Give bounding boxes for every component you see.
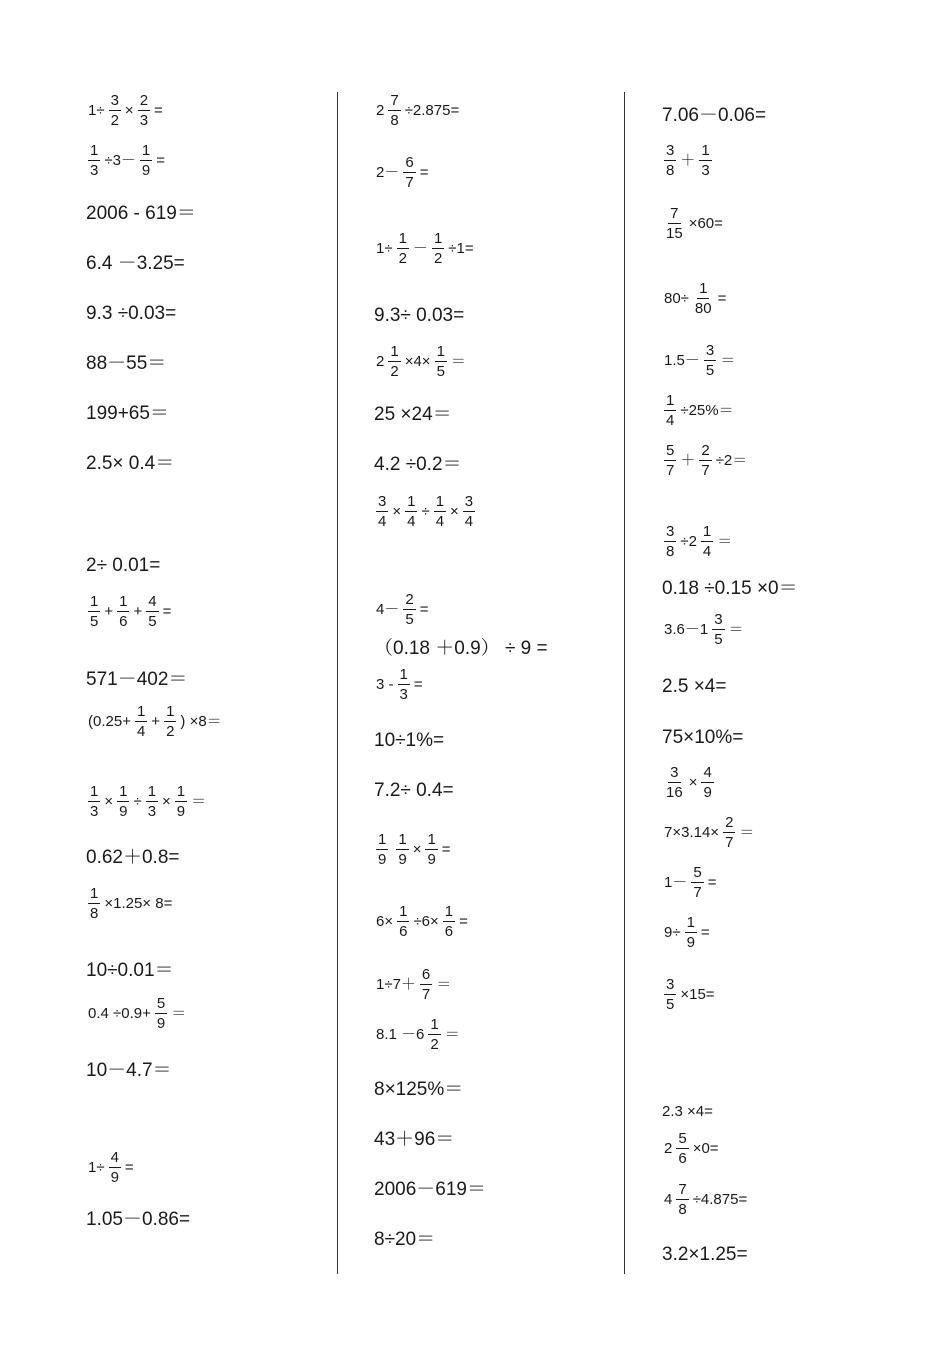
fraction-numerator: 5 <box>693 864 702 881</box>
operator-text: ×1.25× 8= <box>104 895 173 912</box>
fraction-denominator: 3 <box>399 686 408 703</box>
fraction <box>88 784 100 819</box>
fraction-denominator: 5 <box>666 996 675 1013</box>
fraction <box>463 494 475 529</box>
math-problem: 9.3÷ 0.03= <box>374 305 465 326</box>
fraction-numerator: 1 <box>666 392 675 409</box>
operator-text: ) ×8＝ <box>180 713 222 730</box>
operator-text: = <box>707 874 717 891</box>
fraction-denominator: 4 <box>702 543 712 560</box>
operator-text: ＝ <box>450 353 466 370</box>
fraction-denominator: 8 <box>666 162 675 179</box>
fraction <box>146 594 158 629</box>
fraction-numerator: 1 <box>702 523 712 540</box>
math-problem <box>86 594 173 629</box>
math-problem: 9.3 ÷0.03= <box>86 303 177 324</box>
math-problem <box>86 886 174 921</box>
fraction-denominator: 7 <box>701 462 710 479</box>
fraction-numerator: 3 <box>666 142 675 159</box>
fraction-numerator: 3 <box>666 523 675 540</box>
fraction-numerator: 1 <box>686 914 695 931</box>
operator-text: ＝ <box>720 352 736 369</box>
operator-text: × <box>412 841 422 858</box>
fraction <box>693 281 714 316</box>
fraction <box>723 815 735 850</box>
math-problem: 4.2 ÷0.2＝ <box>374 454 462 475</box>
fraction-numerator: 7 <box>678 1181 687 1198</box>
fraction-denominator: 2 <box>166 723 175 740</box>
fraction-numerator: 1 <box>147 783 157 800</box>
operator-text: ×15= <box>680 986 715 1003</box>
operator-text: = <box>459 913 468 930</box>
fraction-denominator: 5 <box>148 613 157 630</box>
fraction-numerator: 1 <box>444 903 454 920</box>
math-problem <box>662 524 734 559</box>
math-problem <box>662 977 717 1012</box>
fraction-denominator: 3 <box>90 162 99 179</box>
fraction <box>398 667 410 702</box>
fraction-denominator: 4 <box>435 513 445 530</box>
math-problem <box>662 815 756 850</box>
operator-text: = <box>154 102 163 119</box>
fraction-denominator: 9 <box>119 803 128 820</box>
operator-text: ÷25%＝ <box>680 402 734 419</box>
operator-text: 0.4 ÷0.9+ <box>88 1005 151 1022</box>
fraction <box>664 443 676 478</box>
operator-text: － <box>412 240 428 257</box>
math-problem: 10－4.7＝ <box>86 1060 172 1081</box>
fraction-denominator: 15 <box>666 225 683 242</box>
fraction-numerator: 1 <box>398 230 407 247</box>
fraction-numerator: 1 <box>141 142 151 159</box>
fraction <box>388 344 400 379</box>
math-problem <box>662 1182 749 1217</box>
math-problem: 7.2÷ 0.4= <box>374 780 454 801</box>
fraction <box>664 206 685 241</box>
math-problem <box>374 1017 462 1052</box>
operator-text: 2 <box>376 102 385 119</box>
fraction-denominator: 4 <box>464 513 474 530</box>
math-problem <box>662 343 737 378</box>
math-problem: 2.3 ×4= <box>662 1103 713 1120</box>
operator-text: + <box>133 603 143 620</box>
math-problem <box>374 592 430 627</box>
math-problem <box>374 155 430 190</box>
math-problem <box>662 612 746 647</box>
math-problem <box>662 443 749 478</box>
math-problem: 2÷ 0.01= <box>86 555 161 576</box>
operator-text: + <box>151 713 161 730</box>
math-problem: 6.4 －3.25= <box>86 253 185 274</box>
operator-text: × <box>392 503 402 520</box>
math-problem: 8÷20＝ <box>374 1229 436 1250</box>
math-problem: （0.18 ＋0.9） ÷ 9 = <box>374 638 548 659</box>
math-problem: 1.05－0.86= <box>86 1209 191 1230</box>
math-problem: 25 ×24＝ <box>374 404 452 425</box>
fraction <box>388 93 400 128</box>
fraction <box>434 494 446 529</box>
fraction-numerator: 1 <box>90 142 99 159</box>
fraction <box>435 344 447 379</box>
operator-text: 4 <box>664 1191 673 1208</box>
fraction-numerator: 1 <box>166 703 175 720</box>
fraction <box>397 231 409 266</box>
fraction-denominator: 2 <box>430 1036 439 1053</box>
fraction <box>685 915 697 950</box>
fraction <box>712 612 724 647</box>
operator-text: × <box>104 793 114 810</box>
fraction <box>701 524 713 559</box>
fraction-numerator: 3 <box>110 92 119 109</box>
fraction <box>397 904 409 939</box>
math-problem: 10÷1%= <box>374 730 445 751</box>
math-problem <box>662 865 718 900</box>
operator-text: × <box>450 503 459 520</box>
operator-text: = <box>717 290 727 307</box>
fraction <box>704 343 716 378</box>
operator-text: 4－ <box>376 601 400 618</box>
operator-text: = <box>700 924 710 941</box>
fraction-numerator: 1 <box>427 831 436 848</box>
operator-text: ＝ <box>436 976 452 993</box>
fraction <box>140 143 152 178</box>
fraction-numerator: 4 <box>703 764 712 781</box>
fraction-numerator: 2 <box>139 92 149 109</box>
operator-text: ÷2.875= <box>404 102 460 119</box>
operator-text: + <box>104 603 114 620</box>
operator-text: ÷6× <box>413 913 439 930</box>
fraction-denominator: 5 <box>714 631 723 648</box>
operator-text: 8.1 －6 <box>376 1026 425 1043</box>
fraction-numerator: 3 <box>705 342 715 359</box>
operator-text: = <box>124 1159 134 1176</box>
math-problem <box>374 832 453 867</box>
fraction-numerator: 1 <box>435 493 445 510</box>
math-problem: 0.18 ÷0.15 ×0＝ <box>662 578 798 599</box>
fraction <box>403 592 415 627</box>
fraction-denominator: 6 <box>399 923 408 940</box>
math-problem <box>86 93 165 128</box>
fraction <box>701 765 713 800</box>
fraction <box>405 494 417 529</box>
fraction-numerator: 6 <box>405 154 414 171</box>
math-problem <box>86 704 224 739</box>
fraction-denominator: 2 <box>433 250 443 267</box>
fraction-numerator: 2 <box>405 591 414 608</box>
math-problem <box>374 904 470 939</box>
math-problem: 43＋96＝ <box>374 1129 455 1150</box>
math-problem <box>86 143 167 178</box>
fraction-numerator: 1 <box>390 343 399 360</box>
fraction-denominator: 7 <box>405 174 414 191</box>
operator-text: 1÷ <box>376 240 393 257</box>
operator-text: = <box>441 841 451 858</box>
fraction-numerator: 1 <box>399 903 408 920</box>
math-problem: 0.62＋0.8= <box>86 847 180 868</box>
fraction <box>420 967 432 1002</box>
fraction-denominator: 8 <box>90 905 99 922</box>
fraction-denominator: 9 <box>703 784 712 801</box>
operator-text: ÷ <box>133 793 142 810</box>
fraction <box>691 865 703 900</box>
operator-text: = <box>162 603 172 620</box>
fraction-numerator: 1 <box>90 593 99 610</box>
math-problem <box>662 281 728 316</box>
fraction-numerator: 3 <box>464 493 474 510</box>
math-problem: 2006－619＝ <box>374 1179 486 1200</box>
fraction-denominator: 7 <box>725 834 734 851</box>
fraction-denominator: 7 <box>693 884 702 901</box>
operator-text: 2 <box>376 353 385 370</box>
operator-text: = <box>413 676 423 693</box>
fraction <box>425 832 437 867</box>
math-problem <box>662 143 714 178</box>
fraction-numerator: 1 <box>407 493 416 510</box>
operator-text: ＝ <box>717 533 733 550</box>
column-2 <box>374 0 634 1345</box>
operator-text: 2－ <box>376 164 400 181</box>
operator-text: 6× <box>376 913 394 930</box>
operator-text: × <box>688 774 698 791</box>
fraction <box>88 594 100 629</box>
fraction-numerator: 1 <box>90 885 99 902</box>
operator-text: = <box>156 152 166 169</box>
math-problem <box>374 93 461 128</box>
operator-text: ÷2 <box>680 533 697 550</box>
fraction <box>376 494 388 529</box>
fraction <box>155 996 167 1031</box>
fraction-numerator: 3 <box>670 764 679 781</box>
fraction-numerator: 5 <box>666 442 675 459</box>
fraction <box>664 524 676 559</box>
fraction <box>664 977 676 1012</box>
column-3 <box>662 0 922 1345</box>
fraction-denominator: 3 <box>147 803 157 820</box>
fraction-numerator: 1 <box>399 666 408 683</box>
fraction <box>396 832 408 867</box>
operator-text: ＝ <box>171 1005 187 1022</box>
fraction-denominator: 9 <box>378 851 387 868</box>
operator-text: ÷2＝ <box>715 452 748 469</box>
fraction <box>117 784 129 819</box>
math-problem: 2006 - 619＝ <box>86 203 196 224</box>
fraction-denominator: 9 <box>427 851 436 868</box>
fraction-denominator: 4 <box>666 412 675 429</box>
math-problem <box>374 494 477 529</box>
math-problem: 199+65＝ <box>86 403 169 424</box>
operator-text: ×60= <box>688 215 723 232</box>
fraction-denominator: 8 <box>390 112 399 129</box>
fraction <box>699 143 711 178</box>
fraction-numerator: 1 <box>136 703 146 720</box>
fraction-numerator: 1 <box>119 783 128 800</box>
fraction-denominator: 3 <box>701 162 710 179</box>
fraction-numerator: 7 <box>390 92 399 109</box>
fraction-denominator: 8 <box>678 1201 687 1218</box>
fraction-denominator: 9 <box>141 162 151 179</box>
math-problem: 8×125%＝ <box>374 1079 464 1100</box>
fraction-denominator: 4 <box>407 513 416 530</box>
fraction <box>175 784 187 819</box>
fraction-denominator: 2 <box>398 250 407 267</box>
fraction <box>146 784 158 819</box>
fraction-numerator: 1 <box>430 1016 439 1033</box>
fraction-numerator: 7 <box>670 205 679 222</box>
fraction-numerator: 6 <box>421 966 431 983</box>
fraction-numerator: 3 <box>378 493 387 510</box>
math-problem <box>374 967 453 1002</box>
fraction <box>88 143 100 178</box>
operator-text: ＝ <box>444 1026 460 1043</box>
math-problem <box>86 784 208 819</box>
math-problem <box>662 915 712 950</box>
fraction-numerator: 2 <box>701 442 710 459</box>
fraction-denominator: 5 <box>436 363 445 380</box>
fraction-denominator: 5 <box>405 611 414 628</box>
math-problem <box>374 231 476 266</box>
fraction-denominator: 7 <box>421 986 431 1003</box>
fraction <box>676 1182 688 1217</box>
fraction-denominator: 4 <box>378 513 387 530</box>
fraction <box>428 1017 440 1052</box>
operator-text: ＋ <box>680 452 696 469</box>
fraction <box>676 1131 688 1166</box>
operator-text: 1.5－ <box>664 352 700 369</box>
fraction <box>376 832 388 867</box>
fraction-numerator: 1 <box>119 593 128 610</box>
fraction <box>664 393 676 428</box>
operator-text: ÷ <box>421 503 430 520</box>
fraction-numerator: 1 <box>433 230 443 247</box>
operator-text: 7×3.14× <box>664 824 720 841</box>
fraction-numerator: 1 <box>90 783 99 800</box>
fraction-denominator: 5 <box>705 362 715 379</box>
fraction <box>664 143 676 178</box>
operator-text: 3.6－1 <box>664 621 709 638</box>
math-problem: 88－55＝ <box>86 353 167 374</box>
math-problem: 75×10%= <box>662 727 744 748</box>
math-problem <box>374 344 468 379</box>
fraction-numerator: 1 <box>398 831 407 848</box>
fraction-denominator: 5 <box>90 613 99 630</box>
operator-text: ＋ <box>680 152 696 169</box>
math-problem <box>662 1131 721 1166</box>
operator-text: 1－ <box>664 874 688 891</box>
column-1 <box>86 0 346 1345</box>
fraction-numerator: 1 <box>701 142 710 159</box>
operator-text: ＝ <box>191 793 207 810</box>
fraction <box>135 704 147 739</box>
fraction-numerator: 1 <box>176 783 186 800</box>
operator-text: 1÷ <box>88 102 105 119</box>
fraction <box>403 155 415 190</box>
fraction <box>699 443 711 478</box>
fraction-denominator: 2 <box>390 363 399 380</box>
fraction <box>138 93 150 128</box>
fraction-denominator: 16 <box>666 784 683 801</box>
fraction-denominator: 9 <box>398 851 407 868</box>
operator-text: 1÷7＋ <box>376 976 416 993</box>
fraction-denominator: 80 <box>694 300 712 317</box>
operator-text: ×4× <box>404 353 431 370</box>
math-problem <box>662 393 736 428</box>
math-problem: 10÷0.01＝ <box>86 960 174 981</box>
operator-text: = <box>419 164 429 181</box>
math-problem: 2.5× 0.4＝ <box>86 453 175 474</box>
operator-text: × <box>162 793 171 810</box>
operator-text: (0.25+ <box>88 713 131 730</box>
math-problem <box>662 765 716 800</box>
operator-text: ÷4.875= <box>692 1191 748 1208</box>
fraction-denominator: 9 <box>176 803 186 820</box>
fraction-numerator: 1 <box>699 280 708 297</box>
fraction-denominator: 8 <box>666 543 675 560</box>
fraction <box>109 93 121 128</box>
fraction-numerator: 3 <box>714 611 723 628</box>
fraction <box>432 231 444 266</box>
operator-text: ＝ <box>728 621 744 638</box>
fraction <box>109 1150 121 1185</box>
operator-text: 1÷ <box>88 1159 105 1176</box>
fraction-numerator: 5 <box>678 1130 687 1147</box>
operator-text: 3 - <box>376 676 394 693</box>
fraction-numerator: 3 <box>666 976 675 993</box>
fraction-denominator: 3 <box>90 803 99 820</box>
operator-text: ÷3－ <box>104 152 136 169</box>
operator-text: = <box>419 601 429 618</box>
fraction-denominator: 7 <box>666 462 675 479</box>
operator-text: ＝ <box>739 824 755 841</box>
fraction-numerator: 4 <box>110 1149 119 1166</box>
operator-text: ÷1= <box>448 240 474 257</box>
fraction-denominator: 6 <box>444 923 454 940</box>
fraction-denominator: 4 <box>136 723 146 740</box>
fraction-numerator: 4 <box>148 593 157 610</box>
math-problem <box>374 667 425 702</box>
operator-text: 9÷ <box>664 924 681 941</box>
math-problem: 2.5 ×4= <box>662 676 727 697</box>
math-problem: 571－402＝ <box>86 669 188 690</box>
fraction-denominator: 2 <box>110 112 119 129</box>
fraction-denominator: 6 <box>678 1150 687 1167</box>
operator-text: 80÷ <box>664 290 689 307</box>
math-problem <box>662 206 725 241</box>
operator-text: ×0= <box>692 1140 719 1157</box>
fraction-denominator: 9 <box>110 1169 119 1186</box>
fraction <box>164 704 176 739</box>
fraction-denominator: 3 <box>139 112 149 129</box>
fraction <box>88 886 100 921</box>
fraction <box>664 765 685 800</box>
fraction-numerator: 1 <box>378 831 387 848</box>
fraction-numerator: 5 <box>156 995 166 1012</box>
fraction <box>117 594 129 629</box>
math-problem: 3.2×1.25= <box>662 1244 748 1265</box>
operator-text: 2 <box>664 1140 673 1157</box>
math-problem <box>86 1150 136 1185</box>
fraction-numerator: 2 <box>725 814 734 831</box>
fraction-numerator: 1 <box>436 343 445 360</box>
operator-text: × <box>124 102 134 119</box>
fraction <box>443 904 455 939</box>
fraction-denominator: 9 <box>686 934 695 951</box>
fraction-denominator: 9 <box>156 1015 166 1032</box>
fraction-denominator: 6 <box>119 613 128 630</box>
math-problem: 7.06－0.06= <box>662 105 767 126</box>
math-problem <box>86 996 188 1031</box>
